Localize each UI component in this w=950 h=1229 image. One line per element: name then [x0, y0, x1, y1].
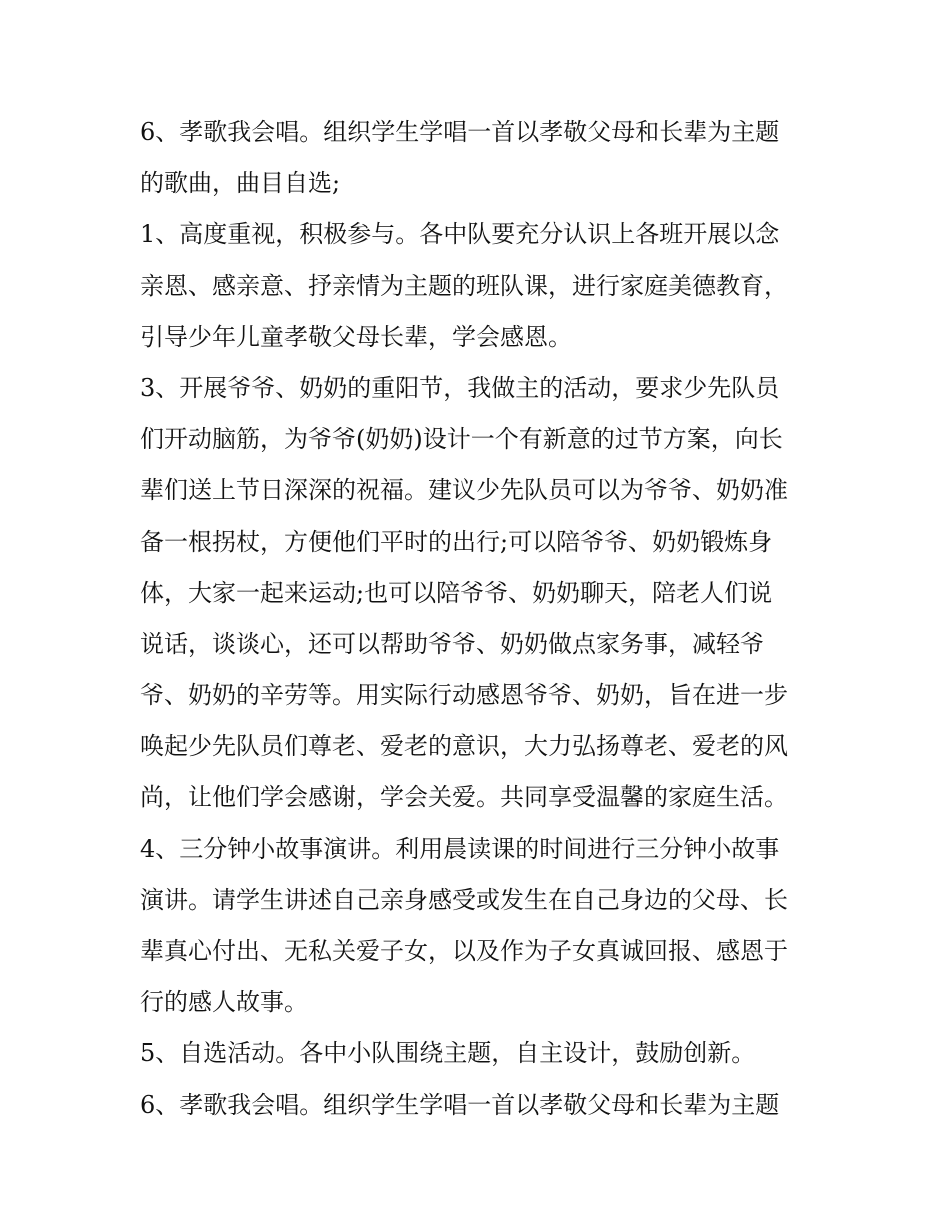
- text-line: 5、自选活动。各中小队围绕主题，自主设计，鼓励创新。: [140, 1039, 756, 1068]
- text-line: 1、高度重视，积极参与。各中队要充分认识上各班开展以念: [140, 220, 780, 249]
- text-line: 6、孝歌我会唱。组织学生学唱一首以孝敬父母和长辈为主题: [140, 1090, 780, 1119]
- text-line: 辈真心付出、无私关爱子女，以及作为子女真诚回报、感恩于: [140, 937, 788, 965]
- text-line: 体，大家一起来运动;也可以陪爷爷、奶奶聊天，陪老人们说: [140, 578, 773, 607]
- text-line: 尚，让他们学会感谢，学会关爱。共同享受温馨的家庭生活。: [140, 783, 788, 812]
- text-line: 的歌曲，曲目自选;: [140, 169, 341, 198]
- text-line: 演讲。请学生讲述自己亲身感受或发生在自己身边的父母、长: [140, 885, 788, 914]
- text-line: 4、三分钟小故事演讲。利用晨读课的时间进行三分钟小故事: [140, 834, 780, 863]
- text-line: 行的感人故事。: [140, 988, 308, 1017]
- text-line: 引导少年儿童孝敬父母长辈，学会感恩。: [140, 322, 572, 351]
- text-line: 爷、奶奶的辛劳等。用实际行动感恩爷爷、奶奶，旨在进一步: [140, 681, 788, 710]
- text-line: 唤起少先队员们尊老、爱老的意识，大力弘扬尊老、爱老的风: [140, 732, 788, 761]
- text-line: 3、开展爷爷、奶奶的重阳节，我做主的活动，要求少先队员: [140, 373, 780, 402]
- text-line: 们开动脑筋，为爷爷(奶奶)设计一个有新意的过节方案，向长: [140, 425, 783, 454]
- text-line: 6、孝歌我会唱。组织学生学唱一首以孝敬父母和长辈为主题: [140, 118, 780, 146]
- text-line: 亲恩、感亲意、抒亲情为主题的班队课，进行家庭美德教育，: [140, 271, 788, 300]
- text-line: 辈们送上节日深深的祝福。建议少先队员可以为爷爷、奶奶准: [140, 476, 788, 505]
- text-line: 备一根拐杖，方便他们平时的出行;可以陪爷爷、奶奶锻炼身: [140, 527, 773, 556]
- body-text: [140, 107, 830, 1131]
- text-line: 说话，谈谈心，还可以帮助爷爷、奶奶做点家务事，减轻爷: [140, 629, 764, 658]
